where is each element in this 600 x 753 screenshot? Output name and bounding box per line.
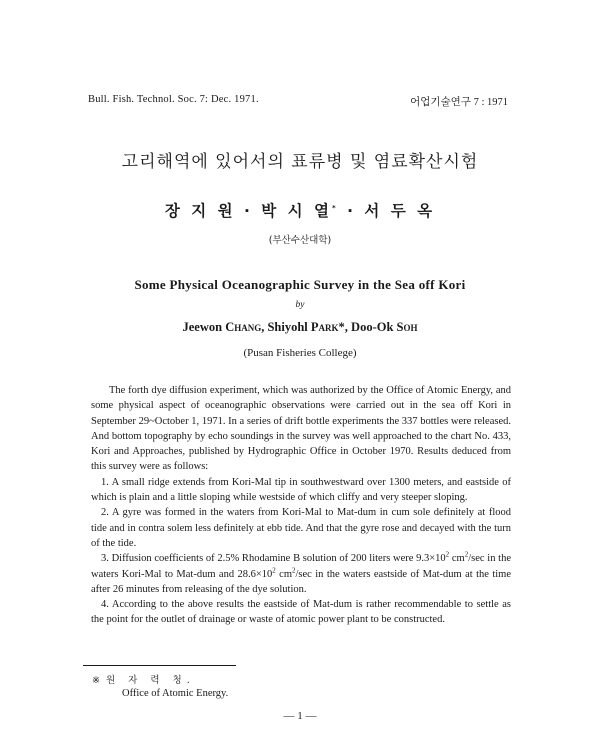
- item3-text-e: /sec in the waters eastside of Mat-dum at the time after 26 minutes from releasing of the dye solution.: [91, 568, 511, 595]
- korean-title: 고리해역에 있어서의 표류병 및 염료확산시험: [121, 152, 479, 172]
- footnote-rule: [83, 665, 236, 666]
- result-item-3: [91, 551, 511, 597]
- author1-family: Chang: [225, 320, 262, 334]
- page-number: — 1 —: [283, 710, 317, 722]
- author3-family: Soh: [396, 320, 418, 334]
- abstract: [91, 383, 511, 628]
- author-separator: ,: [344, 320, 352, 334]
- author3-given: Doo-Ok: [351, 320, 394, 334]
- author2-family: Park: [310, 320, 339, 334]
- item3-sup-2: 2: [464, 550, 469, 559]
- journal-citation-korean: 어업기술연구 7 : 1971: [410, 97, 508, 108]
- author2-given: Shiyohl: [267, 320, 308, 334]
- korean-authors-part1: 장 지 원 · 박 시 열: [164, 202, 333, 220]
- item3-sup-3: 2: [272, 566, 276, 575]
- korean-authors: [0, 199, 600, 221]
- footnote-korean: [92, 672, 195, 686]
- item3-text-b: cm: [449, 553, 465, 565]
- item3-sup-4: 2: [292, 566, 296, 575]
- result-item-2: 2. A gyre was formed in the waters from Kori-Mal to Mat-dum in cum sole definitely at flood tide and in contra solem less definitely at ebb tide. And that the gyre rose and decayed with the turn of the tide.: [91, 507, 511, 549]
- abstract-intro: The forth dye diffusion experiment, which was authorized by the Office of Atomic Energy, and some physical aspect of oceanographic observations were carried out in the sea off Kori in September 29~October 1, 1971. In a series of drift bottle experiments the 337 bottles were released. And bottom topography by echo soundings in the survey was well approached to the chart No. 433, Kori and Approaches, published by Hydrographic Office in October 1970. Results deduced from this survey were as follows:: [91, 385, 511, 473]
- english-affiliation: (Pusan Fisheries College): [243, 347, 357, 359]
- item3-text-d: cm: [275, 568, 293, 580]
- journal-citation: Bull. Fish. Technol. Soc. 7: Dec. 1971.: [88, 94, 259, 105]
- result-item-4: 4. According to the above results the eastside of Mat-dum is rather recommendable to settle as the point for the outlet of drainage or waste of atomic power plant to be constructed.: [91, 599, 511, 626]
- author1-given: Jeewon: [182, 320, 223, 334]
- korean-authors-part2: · 서 두 옥: [338, 202, 436, 220]
- author-separator: ,: [261, 320, 268, 334]
- by-line: by: [295, 300, 305, 310]
- korean-author-mark: *: [332, 203, 339, 212]
- item3-text-a: 3. Diffusion coefficients of 2.5% Rhodamine B solution of 200 liters were 9.3×10: [101, 553, 446, 565]
- footnote-mark: ※: [92, 676, 100, 686]
- english-title: Some Physical Oceanographic Survey in the Sea off Kori: [134, 277, 466, 292]
- footnote-korean-text: 원 자 력 청.: [105, 675, 195, 686]
- author2-mark: *: [338, 320, 345, 334]
- footnote-english: Office of Atomic Energy.: [122, 688, 229, 699]
- english-authors: [0, 320, 600, 335]
- item3-text-c: /sec in the waters Kori-Mal to Mat-dum and 28.6×10: [91, 553, 511, 580]
- result-item-1: 1. A small ridge extends from Kori-Mal tip in southwestward over 1300 meters, and eastside of which is plain and a little sloping while westside of which cliffy and very steeper sloping.: [91, 476, 511, 504]
- item3-sup-1: 2: [445, 550, 450, 559]
- korean-affiliation: (부산수산대학): [268, 235, 332, 246]
